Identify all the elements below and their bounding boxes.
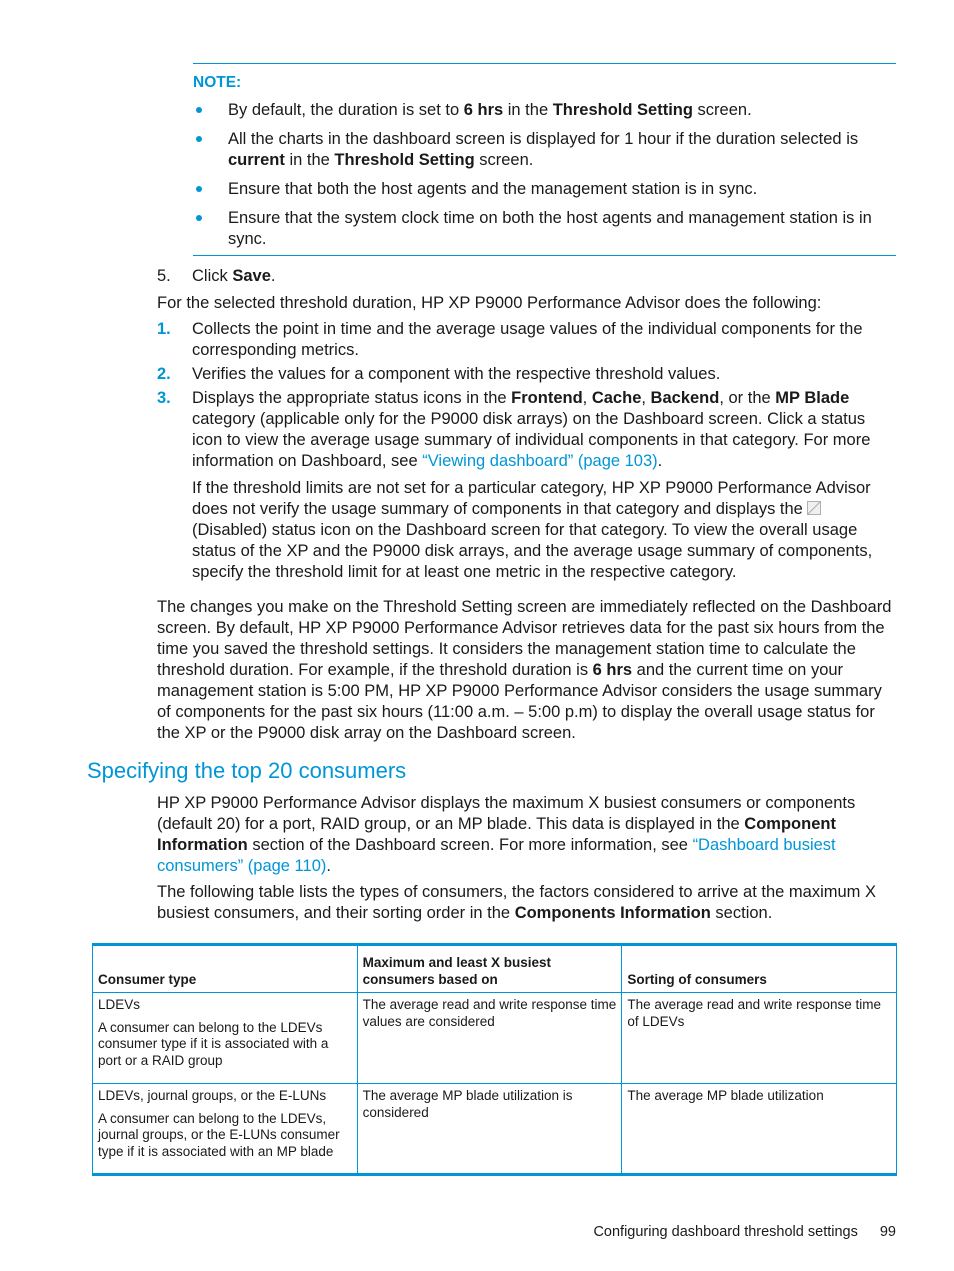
dashboard-busiest-consumers-link[interactable]: “Dashboard busiest consumers” (page 110): [157, 836, 836, 875]
table-cell: LDEVs, journal groups, or the E-LUNs A consumer can belong to the LDEVs, journal groups, or the E-LUNs consumer type if it is associated with an MP blade: [93, 1084, 358, 1175]
consumers-table: [92, 943, 897, 1176]
column-header: Consumer type: [93, 945, 358, 993]
note-box: NOTE: By default, the duration is set to 6 hrs in the Threshold Setting screen. All the charts in the dashboard screen is displayed for 1 hour if the duration selected is current in the Threshold Setting screen. Ensure that both the host agents and the management station is in sync. Ensure that the system clock time on both the host agents and management station is in sync.: [193, 63, 896, 256]
section-heading: Specifying the top 20 consumers: [87, 758, 407, 783]
bullet-icon: [196, 215, 202, 221]
column-header: Sorting of consumers: [622, 945, 897, 993]
bullet-icon: [196, 186, 202, 192]
table-cell: The average MP blade utilization is considered: [357, 1084, 622, 1175]
intro-paragraph: For the selected threshold duration, HP XP P9000 Performance Advisor does the following:: [157, 294, 822, 312]
bullet-icon: [196, 136, 202, 142]
table-row: [93, 993, 897, 1084]
footer-title: Configuring dashboard threshold settings: [593, 1224, 858, 1240]
changes-paragraph: The changes you make on the Threshold Setting screen are immediately reflected on the Dashboard screen. By default, HP XP P9000 Performance Advisor retrieves data for the past six hours from the time you saved the threshold settings. It considers the management station time to calculate the threshold duration. For example, if the threshold duration is 6 hrs and the current time on your management station is 5:00 PM, HP XP P9000 Performance Advisor considers the usage summary of components for the past six hours (11:00 a.m. – 5:00 p.m) to display the overall usage status for the XP or the P9000 disk array on the Dashboard screen.: [157, 598, 892, 742]
table-cell: The average MP blade utilization: [622, 1084, 897, 1175]
threshold-limits-paragraph: If the threshold limits are not set for a particular category, HP XP P9000 Performance Advisor does not verify the usage summary of components in that category and displays the (Disabled) status icon on the Dashboard screen for that category. To view the overall usage status of the XP and the P9000 disk arrays, and the average usage summary of components, specify the threshold limit for at least one metric in the respective category.: [192, 479, 873, 581]
note-title: NOTE:: [193, 74, 242, 91]
table-header-row: [93, 945, 897, 993]
table-cell: The average read and write response time values are considered: [357, 993, 622, 1084]
section-paragraph: HP XP P9000 Performance Advisor displays the maximum X busiest consumers or components (default 20) for a port, RAID group, or an MP blade. This data is displayed in the Component Information section of the Dashboard screen. For more information, see “Dashboard busiest consumers” (page 110).: [157, 794, 856, 875]
table-row: [93, 1084, 897, 1175]
page-footer: [593, 1222, 896, 1243]
viewing-dashboard-link[interactable]: “Viewing dashboard” (page 103): [422, 452, 658, 470]
page-number: 99: [879, 1224, 896, 1240]
disabled-status-icon: [807, 501, 821, 515]
table-cell: The average read and write response time of LDEVs: [622, 993, 897, 1084]
column-header: Maximum and least X busiest consumers based on: [357, 945, 622, 993]
table-cell: LDEVs A consumer can belong to the LDEVs consumer type if it is associated with a port or a RAID group: [93, 993, 358, 1084]
bullet-icon: [196, 107, 202, 113]
table-intro-paragraph: The following table lists the types of consumers, the factors considered to arrive at the maximum X busiest consumers, and their sorting order in the Components Information section.: [157, 883, 876, 922]
